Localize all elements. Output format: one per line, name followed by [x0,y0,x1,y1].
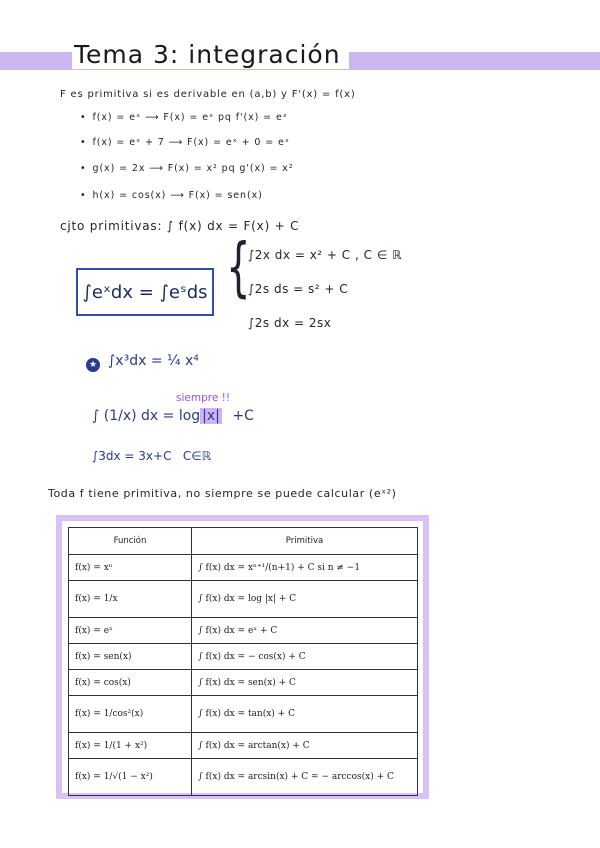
brace-item-3: ∫2s dx = 2sx [248,316,332,330]
primitive-cell: ∫ f(x) dx = sen(x) + C [192,670,418,696]
remark-line: Toda f tiene primitiva, no siempre se puede calcular (eˣ²) [48,487,397,500]
boxed-formula: ∫eˣdx = ∫eˢds [76,268,214,316]
primitive-cell: ∫ f(x) dx = − cos(x) + C [192,644,418,670]
example-3: • g(x) = 2x ⟶ F(x) = x² pq g'(x) = x² [80,163,294,174]
table-row [69,644,418,670]
primitives-table [68,527,418,796]
table-row [69,696,418,733]
example-1: • f(x) = eˣ ⟶ F(x) = eˣ pq f'(x) = eˣ [80,112,288,123]
primitive-cell: ∫ f(x) dx = xⁿ⁺¹/(n+1) + C si n ≠ −1 [192,555,418,581]
function-cell: f(x) = 1/x [69,581,192,618]
definition-line: F es primitiva si es derivable en (a,b) y F'(x) = f(x) [60,89,356,100]
abs-x-highlight: |x| [202,408,220,424]
table-row [69,618,418,644]
primitive-cell: ∫ f(x) dx = tan(x) + C [192,696,418,733]
log-example-left: ∫ (1/x) dx = log [92,408,201,424]
header-primitiva: Primitiva [192,528,418,555]
function-cell: f(x) = cos(x) [69,670,192,696]
table-row [69,670,418,696]
table-header-row [69,528,418,555]
table-row [69,555,418,581]
example-2: • f(x) = eˣ + 7 ⟶ F(x) = eˣ + 0 = eˣ [80,137,290,148]
log-example [92,408,254,424]
brace-symbol: { [226,231,251,305]
star-icon: ★ [86,358,100,372]
function-cell: f(x) = xⁿ [69,555,192,581]
brace-item-1: ∫2x dx = x² + C , C ∈ ℝ [248,248,403,262]
function-cell: f(x) = 1/√(1 − x²) [69,759,192,796]
page-title: Tema 3: integración [72,40,349,69]
const-example: ∫3dx = 3x+C C∈ℝ [92,449,212,463]
table-row [69,733,418,759]
primitive-cell: ∫ f(x) dx = arcsin(x) + C = − arccos(x) + C [192,759,418,796]
note-siempre: siempre !! [176,392,231,404]
function-cell: f(x) = sen(x) [69,644,192,670]
header-funcion: Función [69,528,192,555]
function-cell: f(x) = 1/(1 + x²) [69,733,192,759]
primitive-cell: ∫ f(x) dx = log |x| + C [192,581,418,618]
table-row [69,581,418,618]
table-row [69,759,418,796]
example-4: • h(x) = cos(x) ⟶ F(x) = sen(x) [80,190,263,201]
primitive-cell: ∫ f(x) dx = eˣ + C [192,618,418,644]
function-cell: f(x) = eˣ [69,618,192,644]
function-cell: f(x) = 1/cos²(x) [69,696,192,733]
primitive-cell: ∫ f(x) dx = arctan(x) + C [192,733,418,759]
brace-item-2: ∫2s ds = s² + C [248,282,349,296]
star-example: ∫x³dx = ¼ x⁴ [108,353,199,369]
log-example-right: +C [232,408,254,424]
primitives-set-line: cjto primitivas: ∫ f(x) dx = F(x) + C [60,219,300,233]
